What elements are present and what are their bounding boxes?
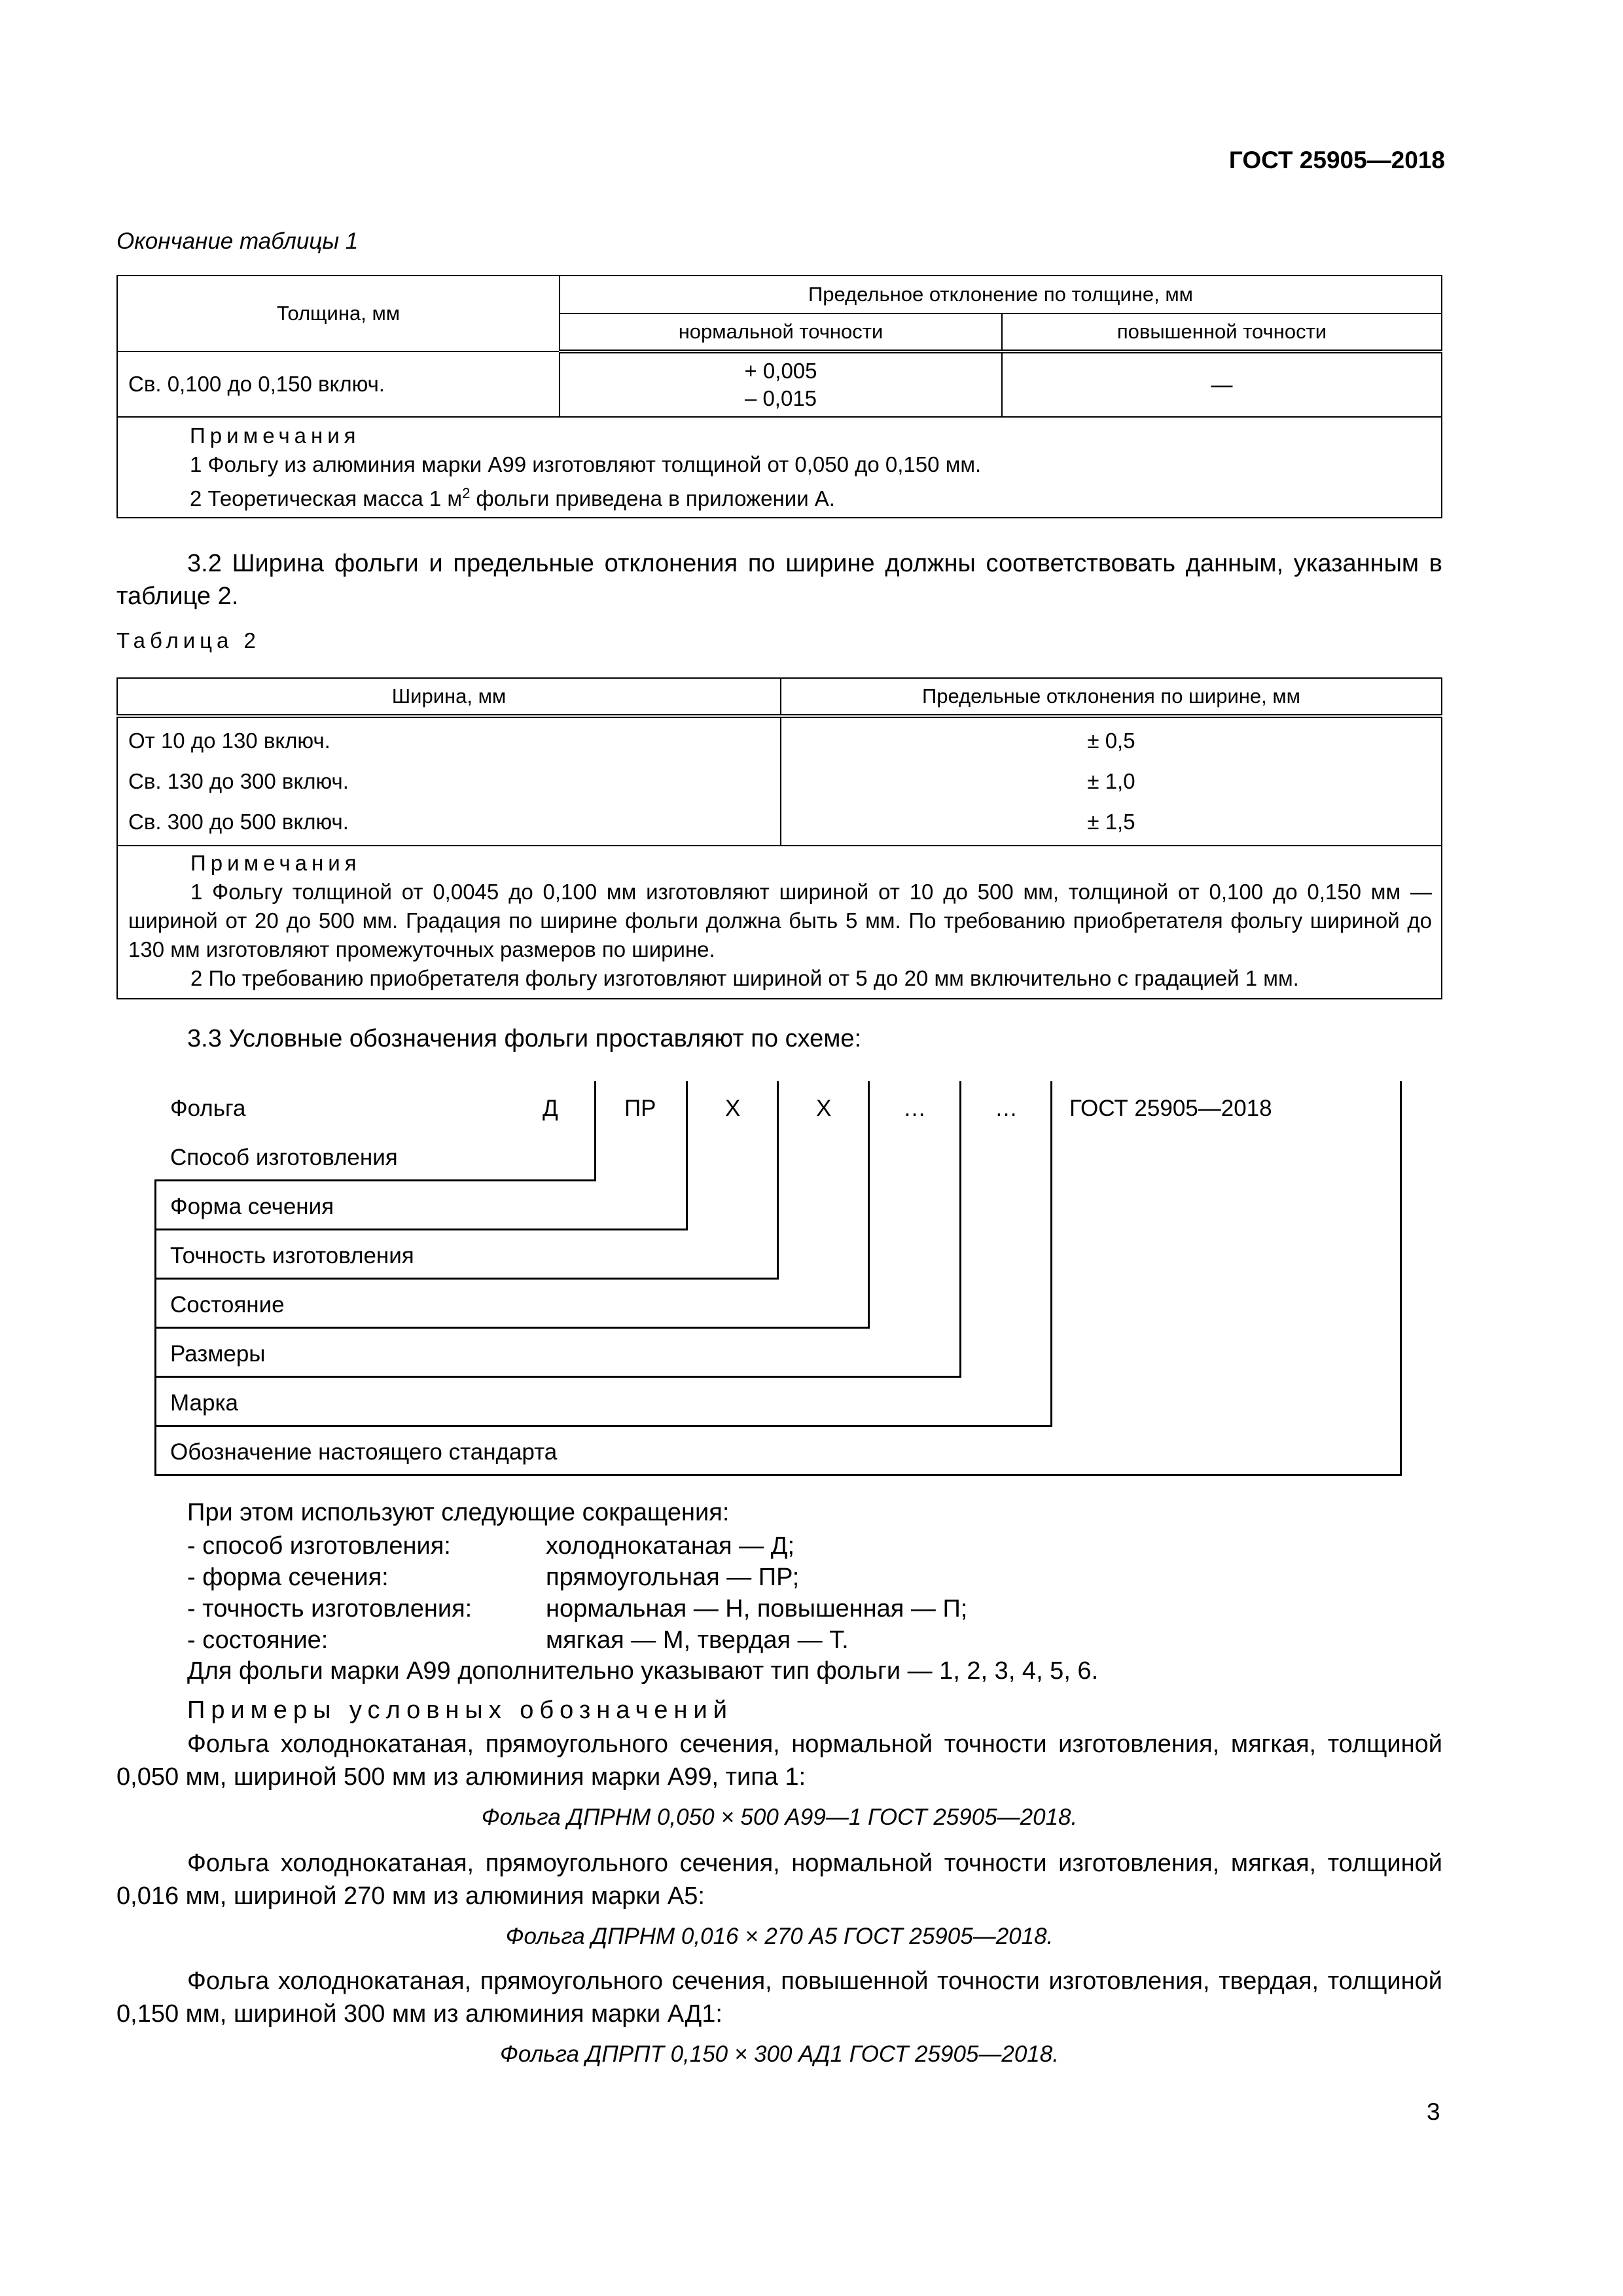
clause-3-2: 3.2 Ширина фольги и предельные отклонения по ширине должны соответствовать данным, указанным в таблице 2. [116, 550, 1442, 610]
abbr-list [187, 1530, 967, 1656]
table2-note-1: 1 Фольгу толщиной от 0,0045 до 0,100 мм изготовляют шириной от 10 до 500 мм, толщиной от 0,100 до 0,150 мм — шириной от 20 до 500 мм. Градация по ширине фольги должна быть 5 мм. По требованию приобретателя фольгу шириной до 130 мм изготовляют промежуточных размеров по ширине. [128, 880, 1432, 961]
abbr-a99: Для фольги марки А99 дополнительно указывают тип фольги — 1, 2, 3, 4, 5, 6. [187, 1657, 1099, 1685]
table1-header-increased: повышенной точности [1002, 314, 1442, 351]
table1 [116, 275, 1442, 518]
scheme-line [154, 1474, 1402, 1476]
scheme-line [154, 1327, 870, 1329]
abbr-item: - точность изготовления: нормальная — Н, повышенная — П; [187, 1595, 968, 1623]
table2-row-width: От 10 до 130 включ. [128, 728, 330, 753]
table1-header-normal: нормальной точности [560, 314, 1002, 351]
example-3-text: Фольга холоднокатаная, прямоугольного сечения, повышенной точности изготовления, твердая, толщиной 0,150 мм, шириной 300 мм из алюминия марки АД1: [116, 1967, 1442, 2028]
table2 [116, 677, 1442, 999]
table2-note-2: 2 По требованию приобретателя фольгу изготовляют шириной от 5 до 20 мм включительно с градацией 1 мм. [190, 966, 1299, 990]
scheme-line [1050, 1081, 1052, 1426]
table2-rows [117, 716, 1442, 846]
scheme-label: Размеры [170, 1341, 266, 1367]
table2-caption: Таблица 2 [116, 628, 260, 653]
example-2-text: Фольга холоднокатаная, прямоугольного сечения, нормальной точности изготовления, мягкая, толщиной 0,016 мм, шириной 270 мм из алюминия марки А5: [116, 1850, 1442, 1910]
scheme-line [686, 1081, 688, 1230]
scheme-code: Х [725, 1096, 741, 1121]
table2-row-deviation: ± 1,5 [1087, 810, 1135, 834]
table2-header-width: Ширина, мм [117, 678, 781, 716]
scheme-line [1400, 1081, 1402, 1476]
scheme-label: Форма сечения [170, 1194, 334, 1219]
table1-notes-row [117, 417, 1442, 518]
abbr-intro: При этом используют следующие сокращения: [187, 1499, 730, 1526]
table2-width-column [117, 716, 781, 846]
table1-caption: Окончание таблицы 1 [116, 228, 359, 254]
table1-header-deviation: Предельное отклонение по толщине, мм [560, 276, 1442, 314]
scheme-label: Марка [170, 1390, 239, 1416]
scheme-line [154, 1179, 596, 1181]
scheme-label: Точность изготовления [170, 1243, 414, 1268]
scheme-line [154, 1278, 779, 1280]
scheme-code: … [995, 1096, 1018, 1121]
table1-cell-thickness: Св. 0,100 до 0,150 включ. [117, 351, 560, 417]
scheme-head: Фольга [170, 1096, 246, 1121]
table2-row-width: Св. 130 до 300 включ. [128, 769, 349, 793]
table2-row-deviation: ± 0,5 [1087, 728, 1135, 753]
scheme-code: … [903, 1096, 926, 1121]
examples-title: Примеры условных обозначений [187, 1696, 733, 1724]
table2-notes-title: Примечания [190, 851, 361, 875]
table2-header-row [117, 678, 1442, 716]
table1-note-1: 1 Фольгу из алюминия марки А99 изготовляют толщиной от 0,050 до 0,150 мм. [190, 452, 982, 476]
table2-deviation-column [781, 716, 1442, 846]
table1-cell-increased: — [1002, 351, 1442, 417]
scheme-line [959, 1081, 961, 1377]
clause-3-3: 3.3 Условные обозначения фольги проставляют по схеме: [187, 1025, 862, 1052]
page-number: 3 [1427, 2098, 1440, 2125]
scheme-line [154, 1179, 156, 1476]
table1-header-thickness: Толщина, мм [117, 276, 560, 351]
table2-row-width: Св. 300 до 500 включ. [128, 810, 349, 834]
table1-note-2: 2 Теоретическая масса 1 $м^2$ фольги приведена в приложении А. [190, 485, 835, 511]
table1-header-row [117, 276, 1442, 314]
example-1-code: Фольга ДПРНМ 0,050 × 500 А99—1 ГОСТ 25905—2018. [481, 1804, 1078, 1830]
example-1-text: Фольга холоднокатаная, прямоугольного сечения, нормальной точности изготовления, мягкая, толщиной 0,050 мм, шириной 500 мм из алюминия марки А99, типа 1: [116, 1731, 1442, 1791]
scheme-label: Состояние [170, 1292, 285, 1318]
table1-normal-plus: + 0,005 [744, 359, 817, 383]
table1-row [117, 351, 1442, 417]
table2-header-deviation: Предельные отклонения по ширине, мм [781, 678, 1442, 716]
table2-row-deviation: ± 1,0 [1087, 769, 1135, 793]
scheme-line [594, 1081, 596, 1181]
abbr-item: - состояние: мягкая — М, твердая — Т. [187, 1626, 849, 1654]
scheme-line [777, 1081, 779, 1279]
scheme-code: Д [543, 1096, 558, 1121]
scheme-label: Способ изготовления [170, 1145, 398, 1170]
scheme-code: Х [816, 1096, 832, 1121]
table2-notes [117, 846, 1442, 999]
document-id: ГОСТ 25905—2018 [1228, 147, 1445, 173]
table1-notes [117, 417, 1442, 518]
example-3-code: Фольга ДПРПТ 0,150 × 300 АД1 ГОСТ 25905—2018. [500, 2041, 1059, 2067]
example-2-code: Фольга ДПРНМ 0,016 × 270 А5 ГОСТ 25905—2018. [505, 1924, 1054, 1949]
table1-normal-minus: – 0,015 [744, 386, 817, 410]
table1-notes-title: Примечания [190, 423, 361, 448]
scheme-line [154, 1229, 688, 1230]
scheme-label: Обозначение настоящего стандарта [170, 1439, 558, 1465]
abbr-item: - способ изготовления: холоднокатаная — Д; [187, 1532, 795, 1560]
table1-cell-normal [560, 351, 1002, 417]
scheme-line [154, 1376, 961, 1378]
table2-notes-row [117, 846, 1442, 999]
scheme-code: ПР [624, 1096, 656, 1121]
scheme-line [154, 1425, 1052, 1427]
scheme-line [868, 1081, 870, 1328]
abbr-item: - форма сечения: прямоугольная — ПР; [187, 1564, 800, 1591]
scheme-standard: ГОСТ 25905—2018 [1069, 1096, 1272, 1121]
